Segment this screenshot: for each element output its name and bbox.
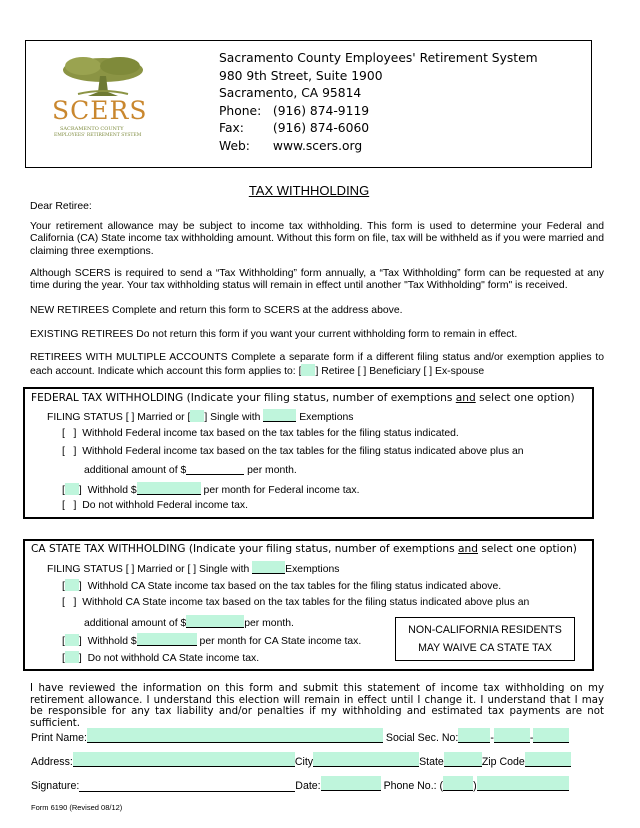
state-option-2-amount: additional amount of $ per month. [84, 615, 294, 630]
web[interactable]: www.scers.org [272, 138, 363, 153]
state-option-3-checkbox[interactable] [65, 634, 79, 646]
federal-option-1: [ ] Withhold Federal income tax based on the tax tables for the filing status indicated. [62, 428, 459, 439]
certification-text: I have reviewed the information on this form and submit this statement of income tax withholding on my retirement allowance. I understand this election will remain in effect until I change it. I understand that I may be responsible for any tax liability and/or penalties if my withholding and estimated tax payments are not sufficient. [30, 683, 604, 729]
paragraph-annual: Although SCERS is required to send a “Tax Withholding” form annually, a “Tax Withholding” form can be requested at any time during the year. Your tax withholding status will remain in effect until another "Tax Withholding" form" is received. [30, 268, 604, 292]
phone-number-input[interactable] [477, 776, 569, 791]
web-label: Web: [219, 138, 250, 153]
logo-text: SCERS [52, 96, 148, 125]
paragraph-intro: Your retirement allowance may be subject to income tax withholding. This form is used to determine your Federal and California (CA) State income tax withholding amount. Without this form on file, tax will be withheld as if you were married and claiming three exemptions. [30, 221, 604, 257]
ssn-part-1-input[interactable] [458, 728, 490, 743]
federal-option-2: [ ] Withhold Federal income tax based on the tax tables for the filing status indicated above plus an [62, 446, 524, 457]
state-additional-amount-input[interactable] [186, 615, 244, 628]
paragraph-existing-retirees: EXISTING RETIREES Do not return this form if you want your current withholding form to remain in effect. [30, 329, 518, 340]
state-withhold-amount-input[interactable] [137, 633, 197, 646]
federal-additional-amount-input[interactable] [186, 463, 244, 475]
print-name-input[interactable] [87, 728, 383, 743]
state-input[interactable] [444, 752, 482, 767]
address-input[interactable] [73, 752, 295, 767]
fax: (916) 874-6060 [272, 121, 370, 136]
retiree-checkbox[interactable] [301, 364, 315, 376]
retiree-label: Retiree [ [321, 366, 361, 378]
org-address [219, 50, 538, 156]
paragraph-new-retirees: NEW RETIREES Complete and return this form to SCERS at the address above. [30, 305, 403, 316]
state-option-4: [ ] Do not withhold CA State income tax. [62, 653, 260, 664]
state-option-2: [ ] Withhold CA State income tax based on the tax tables for the filing status indicated above plus an [62, 597, 530, 608]
org-name: Sacramento County Employees' Retirement System [219, 51, 538, 65]
state-option-4-checkbox[interactable] [65, 651, 79, 663]
federal-single-checkbox[interactable] [190, 410, 204, 422]
federal-filing-status: FILING STATUS [ ] Married or [ ] Single with Exemptions [47, 409, 354, 424]
area-code-input[interactable] [443, 776, 473, 791]
page-title: TAX WITHHOLDING [248, 183, 370, 198]
ssn-part-3-input[interactable] [533, 728, 569, 743]
federal-option-2-amount: additional amount of $ per month. [84, 465, 297, 476]
scers-logo [48, 52, 158, 142]
row-signature: Signature: Date: Phone No.: ( ) [31, 776, 569, 792]
federal-option-3: [ ] Withhold $ per month for Federal income tax. [62, 482, 359, 497]
city-line: Sacramento, CA 95814 [219, 86, 362, 101]
ssn-part-2-input[interactable] [494, 728, 530, 743]
zip-input[interactable] [525, 752, 571, 767]
signature-line[interactable] [79, 777, 295, 792]
federal-option-3-checkbox[interactable] [65, 483, 79, 495]
state-filing-status: FILING STATUS [ ] Married or [ ] Single with Exemptions [47, 561, 339, 576]
phone-label: Phone: [219, 103, 262, 118]
beneficiary-label: ] Beneficiary [ [363, 366, 427, 378]
state-heading: CA STATE TAX WITHHOLDING (Indicate your filing status, number of exemptions and select one option) [31, 543, 577, 555]
state-option-3: [ ] Withhold $ per month for CA State income tax. [62, 633, 361, 648]
phone: (916) 874-9119 [272, 103, 370, 118]
city-input[interactable] [313, 752, 419, 767]
state-exemptions-input[interactable] [252, 561, 285, 574]
federal-exemptions-input[interactable] [263, 409, 296, 422]
paragraph-multiple-accounts: RETIREES WITH MULTIPLE ACCOUNTS Complete a separate form if a different filing status and/or exemption applies to each account. Indicate which account this form applies to: [ ] Retiree [ ] Beneficiary [ ] Ex-spouse [30, 352, 604, 378]
non-ca-residents-note: NON-CALIFORNIA RESIDENTS MAY WAIVE CA STATE TAX [395, 617, 575, 661]
logo-sub1: SACRAMENTO COUNTY [60, 126, 124, 132]
row-address: Address: City State Zip Code [31, 752, 571, 768]
federal-withhold-amount-input[interactable] [137, 482, 201, 495]
date-input[interactable] [321, 776, 381, 791]
form-footer: Form 6190 (Revised 08/12) [31, 803, 123, 812]
street: 980 9th Street, Suite 1900 [219, 68, 383, 83]
fax-label: Fax: [219, 121, 244, 136]
federal-heading: FEDERAL TAX WITHHOLDING (Indicate your filing status, number of exemptions and select one option) [31, 392, 575, 404]
row-print-name: Print Name: Social Sec. No: - - [31, 728, 569, 744]
federal-option-4: [ ] Do not withhold Federal income tax. [62, 500, 248, 511]
state-option-1: [ ] Withhold CA State income tax based on the tax tables for the filing status indicated above. [62, 581, 502, 592]
state-option-1-checkbox[interactable] [65, 579, 79, 591]
salutation: Dear Retiree: [30, 201, 92, 212]
ex-spouse-label: ] Ex-spouse [429, 366, 485, 378]
logo-sub2: EMPLOYEES' RETIREMENT SYSTEM [54, 133, 142, 138]
